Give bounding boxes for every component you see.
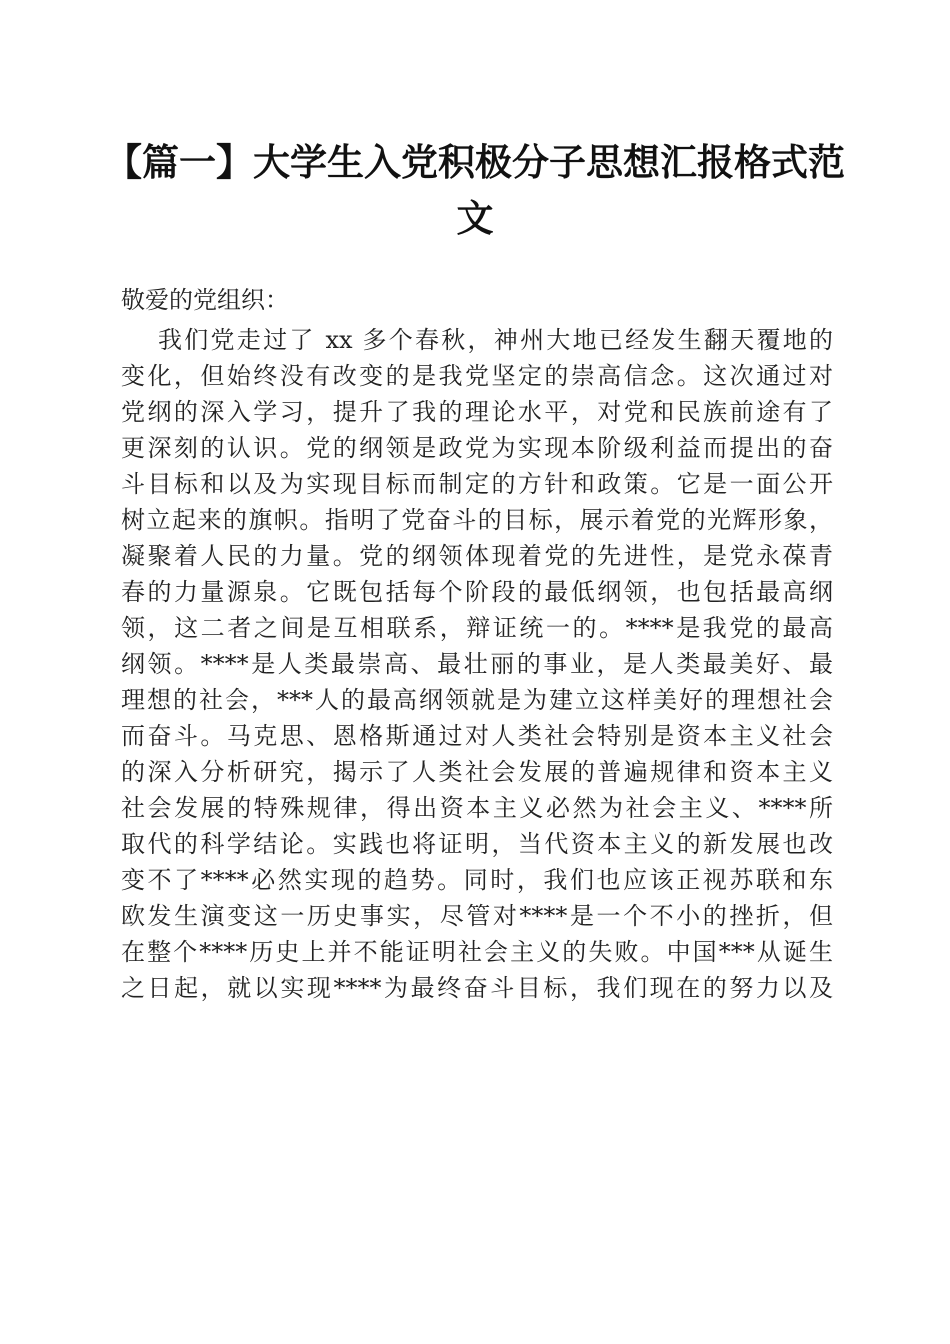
paragraph-line: 理想的社会，***人的最高纲领就是为建立这样美好的理想社会	[121, 686, 833, 714]
body-paragraph	[121, 322, 833, 1006]
paragraph-line: 斗目标和以及为实现目标而制定的方针和政策。它是一面公开	[121, 470, 833, 498]
paragraph-line: 变不了****必然实现的趋势。同时，我们也应该正视苏联和东	[121, 866, 833, 894]
paragraph-line: 变化，但始终没有改变的是我党坚定的崇高信念。这次通过对	[121, 362, 833, 390]
paragraph-line: 党纲的深入学习，提升了我的理论水平，对党和民族前途有了	[121, 398, 833, 426]
paragraph-line: 欧发生演变这一历史事实，尽管对****是一个不小的挫折，但	[121, 902, 833, 930]
paragraph-line: 更深刻的认识。党的纲领是政党为实现本阶级利益而提出的奋	[121, 434, 833, 462]
paragraph-line: 之日起，就以实现****为最终奋斗目标，我们现在的努力以及	[121, 974, 833, 1002]
paragraph-line: 而奋斗。马克思、恩格斯通过对人类社会特别是资本主义社会	[121, 722, 833, 750]
title-line-1: 【篇一】大学生入党积极分子思想汇报格式范	[105, 140, 845, 184]
paragraph-line: 纲领。****是人类最崇高、最壮丽的事业，是人类最美好、最	[121, 650, 833, 678]
paragraph-line: 我们党走过了 xx 多个春秋，神州大地已经发生翻天覆地的	[158, 326, 833, 354]
paragraph-line: 社会发展的特殊规律，得出资本主义必然为社会主义、****所	[121, 794, 833, 822]
paragraph-line: 取代的科学结论。实践也将证明，当代资本主义的新发展也改	[121, 830, 833, 858]
paragraph-line: 领，这二者之间是互相联系，辩证统一的。****是我党的最高	[121, 614, 833, 642]
salutation: 敬爱的党组织：	[121, 286, 289, 314]
paragraph-line: 凝聚着人民的力量。党的纲领体现着党的先进性，是党永葆青	[121, 542, 833, 570]
paragraph-line: 春的力量源泉。它既包括每个阶段的最低纲领，也包括最高纲	[121, 578, 833, 606]
paragraph-line: 的深入分析研究，揭示了人类社会发展的普遍规律和资本主义	[121, 758, 833, 786]
paragraph-line: 树立起来的旗帜。指明了党奋斗的目标，展示着党的光辉形象，	[121, 506, 833, 534]
title-line-2: 文	[456, 196, 494, 240]
document-title	[100, 134, 850, 246]
paragraph-line: 在整个****历史上并不能证明社会主义的失败。中国***从诞生	[121, 938, 833, 966]
